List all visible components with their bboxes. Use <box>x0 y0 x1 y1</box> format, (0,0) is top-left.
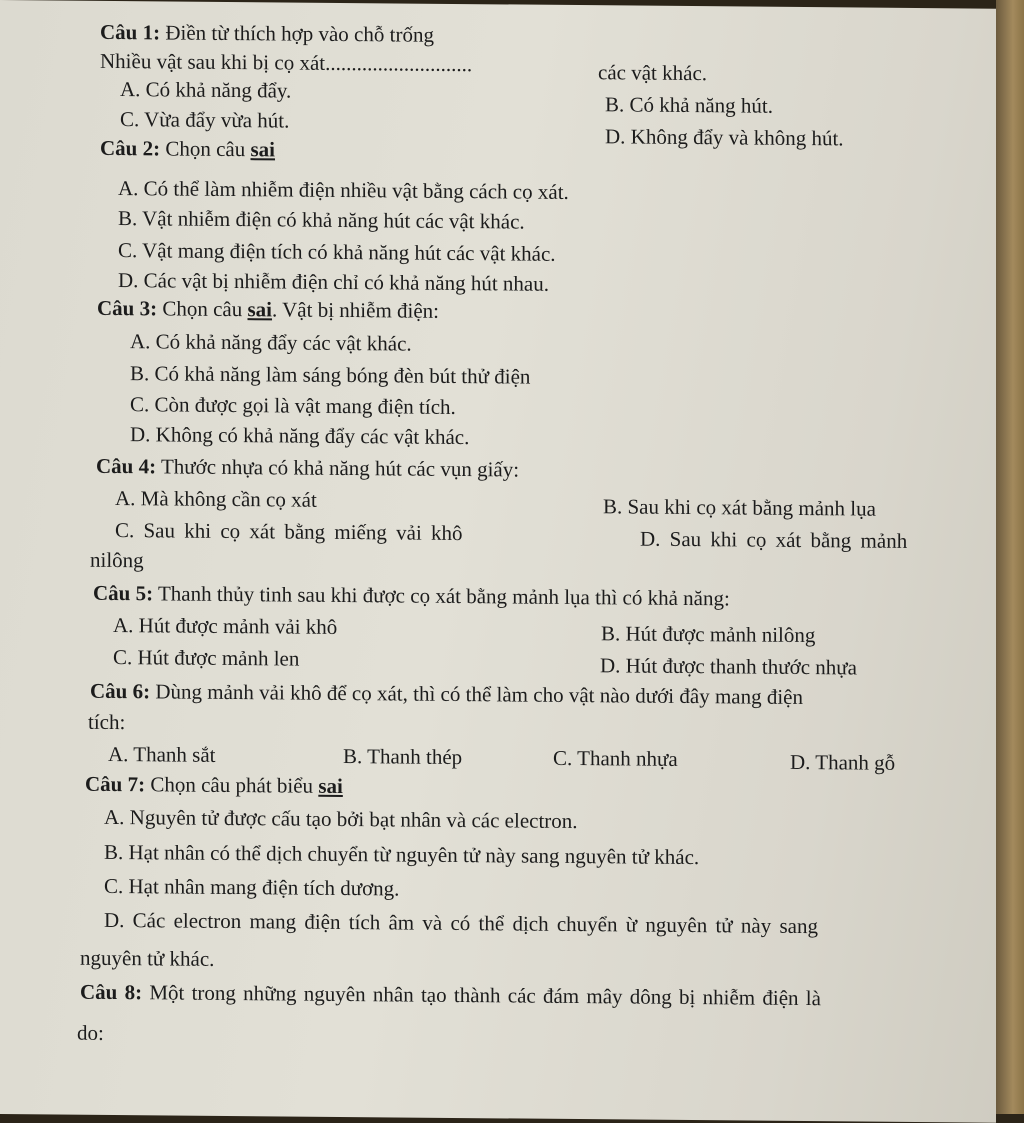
q2-option-b: B. Vật nhiễm điện có khả năng hút các vật khác. <box>118 206 525 234</box>
question-7-heading: Câu 7: Chọn câu phát biểu sai <box>85 771 343 798</box>
q2-option-d: D. Các vật bị nhiễm điện chỉ có khả năng hút nhau. <box>118 268 549 296</box>
question-1-stem: Nhiều vật sau khi bị cọ xát............................ <box>100 48 473 77</box>
q5-option-b: B. Hút được mảnh nilông <box>601 621 816 648</box>
q7-option-d: D. Các electron mang điện tích âm và có thể dịch chuyển ừ nguyên tử này sang <box>104 907 818 939</box>
q1-option-a: A. Có khả năng đẩy. <box>120 77 292 103</box>
q7-option-a: A. Nguyên tử được cấu tạo bởi bạt nhân và các electron. <box>104 804 578 834</box>
question-2-heading: Câu 2: Chọn câu sai <box>100 135 276 162</box>
question-8-heading-cont: do: <box>77 1020 104 1045</box>
q1-option-d: D. Không đẩy và không hút. <box>605 124 844 151</box>
q3-option-b: B. Có khả năng làm sáng bóng đèn bút thử điện <box>130 361 531 389</box>
question-4-heading: Câu 4: Thước nhựa có khả năng hút các vụn giấy: <box>96 453 520 482</box>
q2-option-a: A. Có thể làm nhiễm điện nhiều vật bằng cách cọ xát. <box>118 176 569 204</box>
q4-option-b: B. Sau khi cọ xát bằng mảnh lụa <box>603 494 876 521</box>
q5-option-c: C. Hút được mảnh len <box>113 644 300 671</box>
q5-option-d: D. Hút được thanh thước nhựa <box>600 653 857 680</box>
q6-option-a: A. Thanh sắt <box>108 741 216 767</box>
q4-option-d: D. Sau khi cọ xát bằng mảnh <box>640 526 908 553</box>
q2-option-c: C. Vật mang điện tích có khả năng hút các vật khác. <box>118 238 556 266</box>
q1-option-b: B. Có khả năng hút. <box>605 92 773 118</box>
q6-option-c: C. Thanh nhựa <box>553 745 678 771</box>
q7-option-b: B. Hạt nhân có thể dịch chuyển từ nguyên tử này sang nguyên tử khác. <box>104 839 700 870</box>
q4-option-a: A. Mà không cần cọ xát <box>115 486 317 512</box>
desk-edge <box>996 0 1024 1114</box>
question-1-heading: Câu 1: Điền từ thích hợp vào chỗ trống <box>100 19 434 47</box>
q3-option-d: D. Không có khả năng đẩy các vật khác. <box>130 422 470 450</box>
q6-option-d: D. Thanh gỗ <box>790 749 896 775</box>
q1-option-c: C. Vừa đẩy vừa hút. <box>120 107 290 133</box>
question-6-heading: Câu 6: Dùng mảnh vải khô để cọ xát, thì có thể làm cho vật nào dưới đây mang điện <box>90 678 804 710</box>
question-8-heading: Câu 8: Một trong những nguyên nhân tạo thành các đám mây dông bị nhiễm điện là <box>80 979 821 1011</box>
question-6-heading-cont: tích: <box>88 709 126 735</box>
q6-option-b: B. Thanh thép <box>343 743 463 770</box>
q7-option-c: C. Hạt nhân mang điện tích dương. <box>104 873 400 901</box>
question-1-stem-end: các vật khác. <box>598 60 708 86</box>
q3-option-c: C. Còn được gọi là vật mang điện tích. <box>130 392 456 419</box>
q7-option-d-cont: nguyên tử khác. <box>80 945 215 971</box>
q5-option-a: A. Hút được mảnh vải khô <box>113 612 338 639</box>
q4-option-d-cont: nilông <box>90 547 144 573</box>
question-3-heading: Câu 3: Chọn câu sai. Vật bị nhiễm điện: <box>97 295 440 323</box>
question-5-heading: Câu 5: Thanh thủy tinh sau khi được cọ xát bằng mảnh lụa thì có khả năng: <box>93 580 730 611</box>
q3-option-a: A. Có khả năng đẩy các vật khác. <box>130 329 412 356</box>
q4-option-c: C. Sau khi cọ xát bằng miếng vải khô <box>115 518 463 546</box>
